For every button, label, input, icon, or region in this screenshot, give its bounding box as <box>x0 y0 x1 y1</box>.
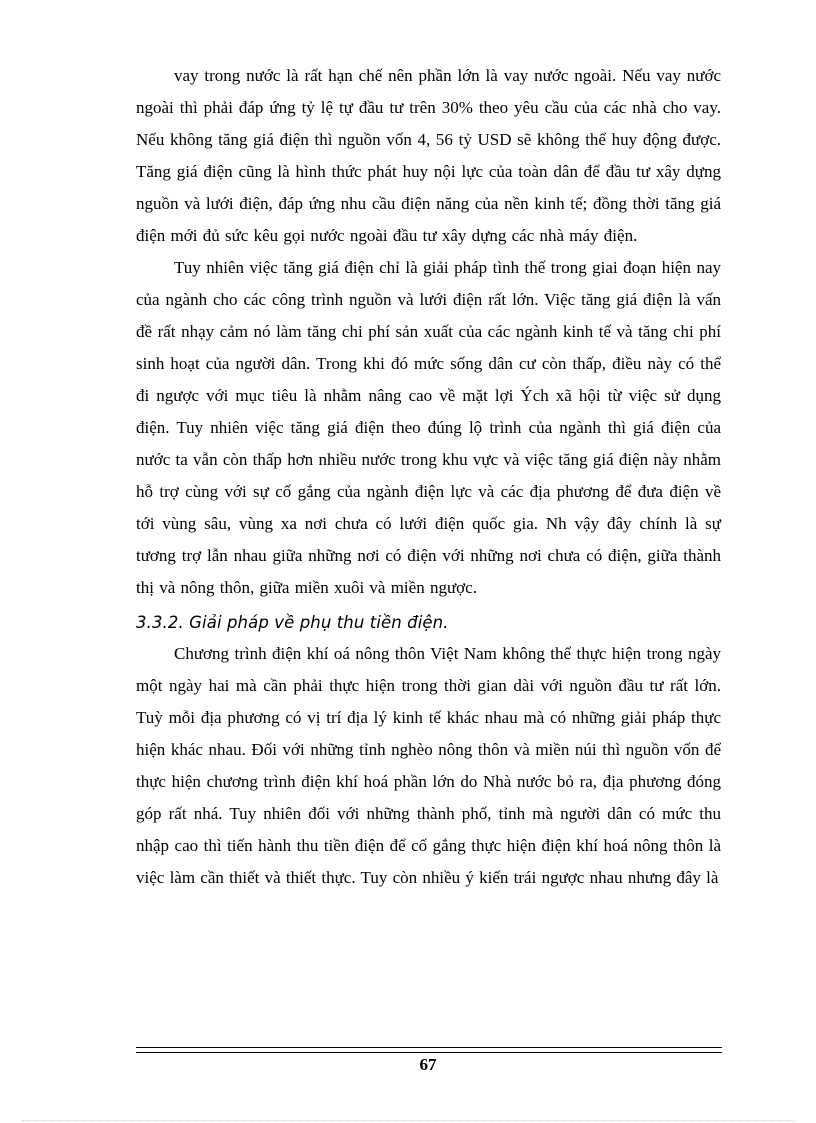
page-edge-guide <box>22 1120 794 1121</box>
section-heading: 3.3.2. Giải pháp về phụ thu tiền điện. <box>136 613 449 632</box>
page-body <box>136 60 721 894</box>
paragraph-rural-electrification: Chương trình điện khí oá nông thôn Việt Nam không thể thực hiện trong ngày một ngày hai mà cần phải thực hiện trong thời gian dài với nguồn đầu tư rất lớn. Tuỳ mỗi địa phương có vị trí địa lý kinh tế khác nhau mà có những giải pháp thực hiện khác nhau. Đối với những tỉnh nghèo nông thôn và miền núi thì nguồn vốn để thực hiện chương trình điện khí hoá phần lớn do Nhà nước bỏ ra, địa phương đóng góp rất nhá. Tuy nhiên đối với những thành phố, tỉnh mà người dân có mức thu nhập cao thì tiến hành thu tiền điện để cố gắng thực hiện điện khí hoá nông thôn là việc làm cần thiết và thiết thực. Tuy còn nhiều ý kiến trái ngược nhau nhưng đây là <box>136 644 721 887</box>
paragraph-loans: vay trong nước là rất hạn chế nên phần lớn là vay nước ngoài. Nếu vay nước ngoài thì phải đáp ứng tỷ lệ tự đầu tư trên 30% theo yêu cầu của các nhà cho vay. Nếu không tăng giá điện thì nguồn vốn 4, 56 tỷ USD sẽ không thể huy động được. Tăng giá điện cũng là hình thức phát huy nội lực của toàn dân để đầu tư xây dựng nguồn và lưới điện, đáp ứng nhu cầu điện năng của nền kinh tế; đồng thời tăng giá điện mới đủ sức kêu gọi nước ngoài đầu tư xây dựng các nhà máy điện. <box>136 66 721 245</box>
paragraph-price-increase: Tuy nhiên việc tăng giá điện chỉ là giải pháp tình thế trong giai đoạn hiện nay của ngành cho các công trình nguồn và lưới điện rất lớn. Việc tăng giá điện là vấn đề rất nhạy cảm nó làm tăng chi phí sản xuất của các ngành kinh tế và tăng chi phí sinh hoạt của người dân. Trong khi đó mức sống dân cư còn thấp, điều này có thể đi ngược với mục tiêu là nhằm nâng cao về mặt lợi Ých xã hội từ việc sử dụng điện. Tuy nhiên việc tăng giá điện theo đúng lộ trình của ngành thì giá điện của nước ta vẫn còn thấp hơn nhiều nước trong khu vực và việc tăng giá điện này nhằm hỗ trợ cùng với sự cố gắng của ngành điện lực và các địa phương để đưa điện về tới vùng sâu, vùng xa nơi chưa có lưới điện quốc gia. Nh vậy đây chính là sự tương trợ lẫn nhau giữa những nơi có điện với những nơi chưa có điện, giữa thành thị và nông thôn, giữa miền xuôi và miền ngược. <box>136 258 721 597</box>
footer-divider <box>136 1047 722 1053</box>
page-number: 67 <box>419 1055 437 1074</box>
